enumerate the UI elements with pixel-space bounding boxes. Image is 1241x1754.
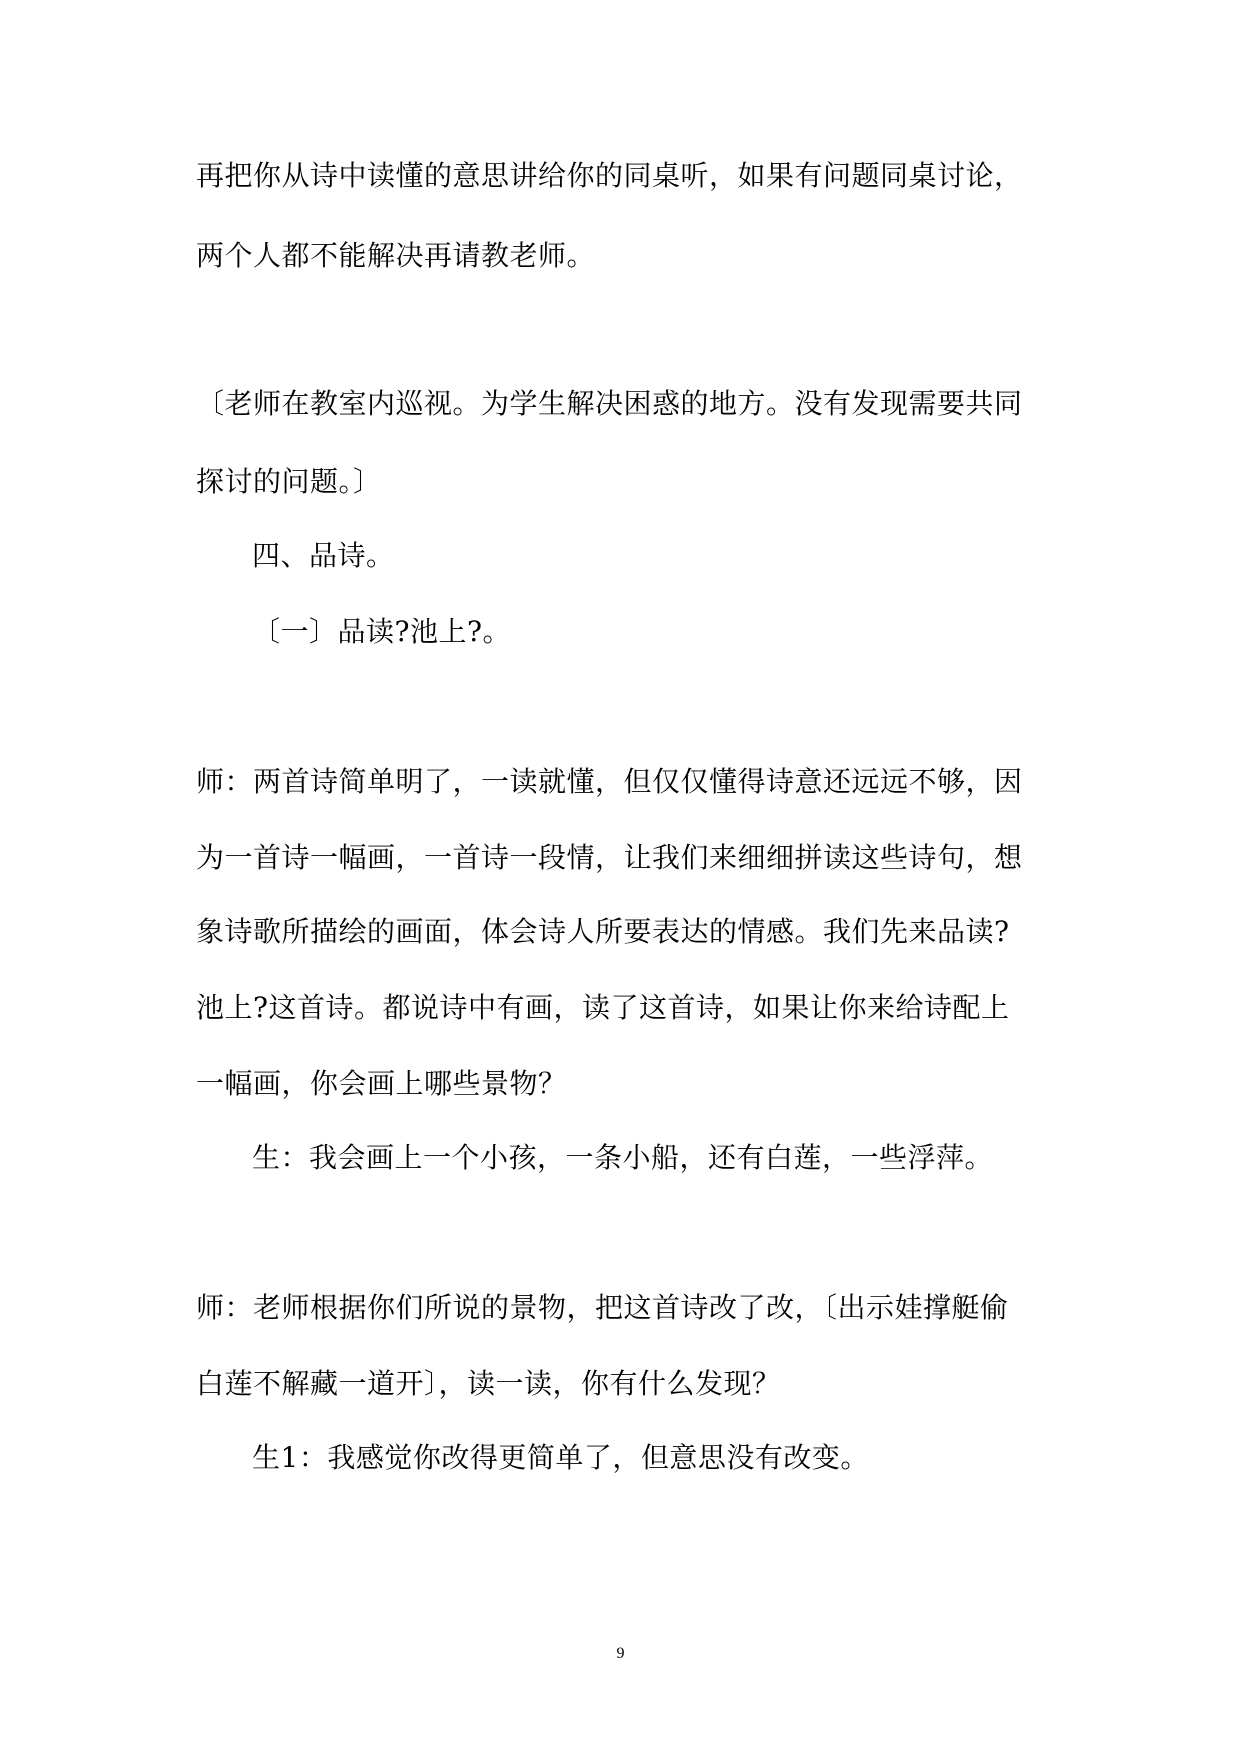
- page-number: 9: [616, 1645, 625, 1662]
- paragraph-line: 〔老师在教室内巡视。为学生解决困惑的地方。没有发现需要共同: [196, 387, 1023, 420]
- paragraph-line: 生：我会画上一个小孩，一条小船，还有白莲，一些浮萍。: [252, 1141, 994, 1174]
- paragraph-line: 一幅画，你会画上哪些景物？: [196, 1067, 567, 1100]
- paragraph-line: 象诗歌所描绘的画面，体会诗人所要表达的情感。我们先来品读?: [196, 915, 1010, 948]
- section-heading: 四、品诗。: [252, 539, 395, 572]
- paragraph-line: 师：老师根据你们所说的景物，把这首诗改了改，〔出示娃撑艇偷: [196, 1291, 1009, 1324]
- subsection-heading: 〔一〕品读?池上?。: [252, 615, 512, 648]
- paragraph-line: 探讨的问题。〕: [196, 465, 382, 498]
- paragraph-line: 再把你从诗中读懂的意思讲给你的同桌听，如果有问题同桌讨论，: [196, 159, 1023, 192]
- paragraph-line: 生1：我感觉你改得更简单了，但意思没有改变。: [252, 1441, 869, 1474]
- paragraph-line: 为一首诗一幅画，一首诗一段情，让我们来细细拼读这些诗句，想: [196, 841, 1023, 874]
- paragraph-line: 白莲不解藏一道开〕，读一读，你有什么发现？: [196, 1367, 781, 1400]
- paragraph-line: 两个人都不能解决再请教老师。: [196, 239, 596, 272]
- paragraph-line: 池上?这首诗。都说诗中有画，读了这首诗，如果让你来给诗配上: [196, 991, 1010, 1024]
- paragraph-line: 师：两首诗简单明了，一读就懂，但仅仅懂得诗意还远远不够，因: [196, 765, 1023, 798]
